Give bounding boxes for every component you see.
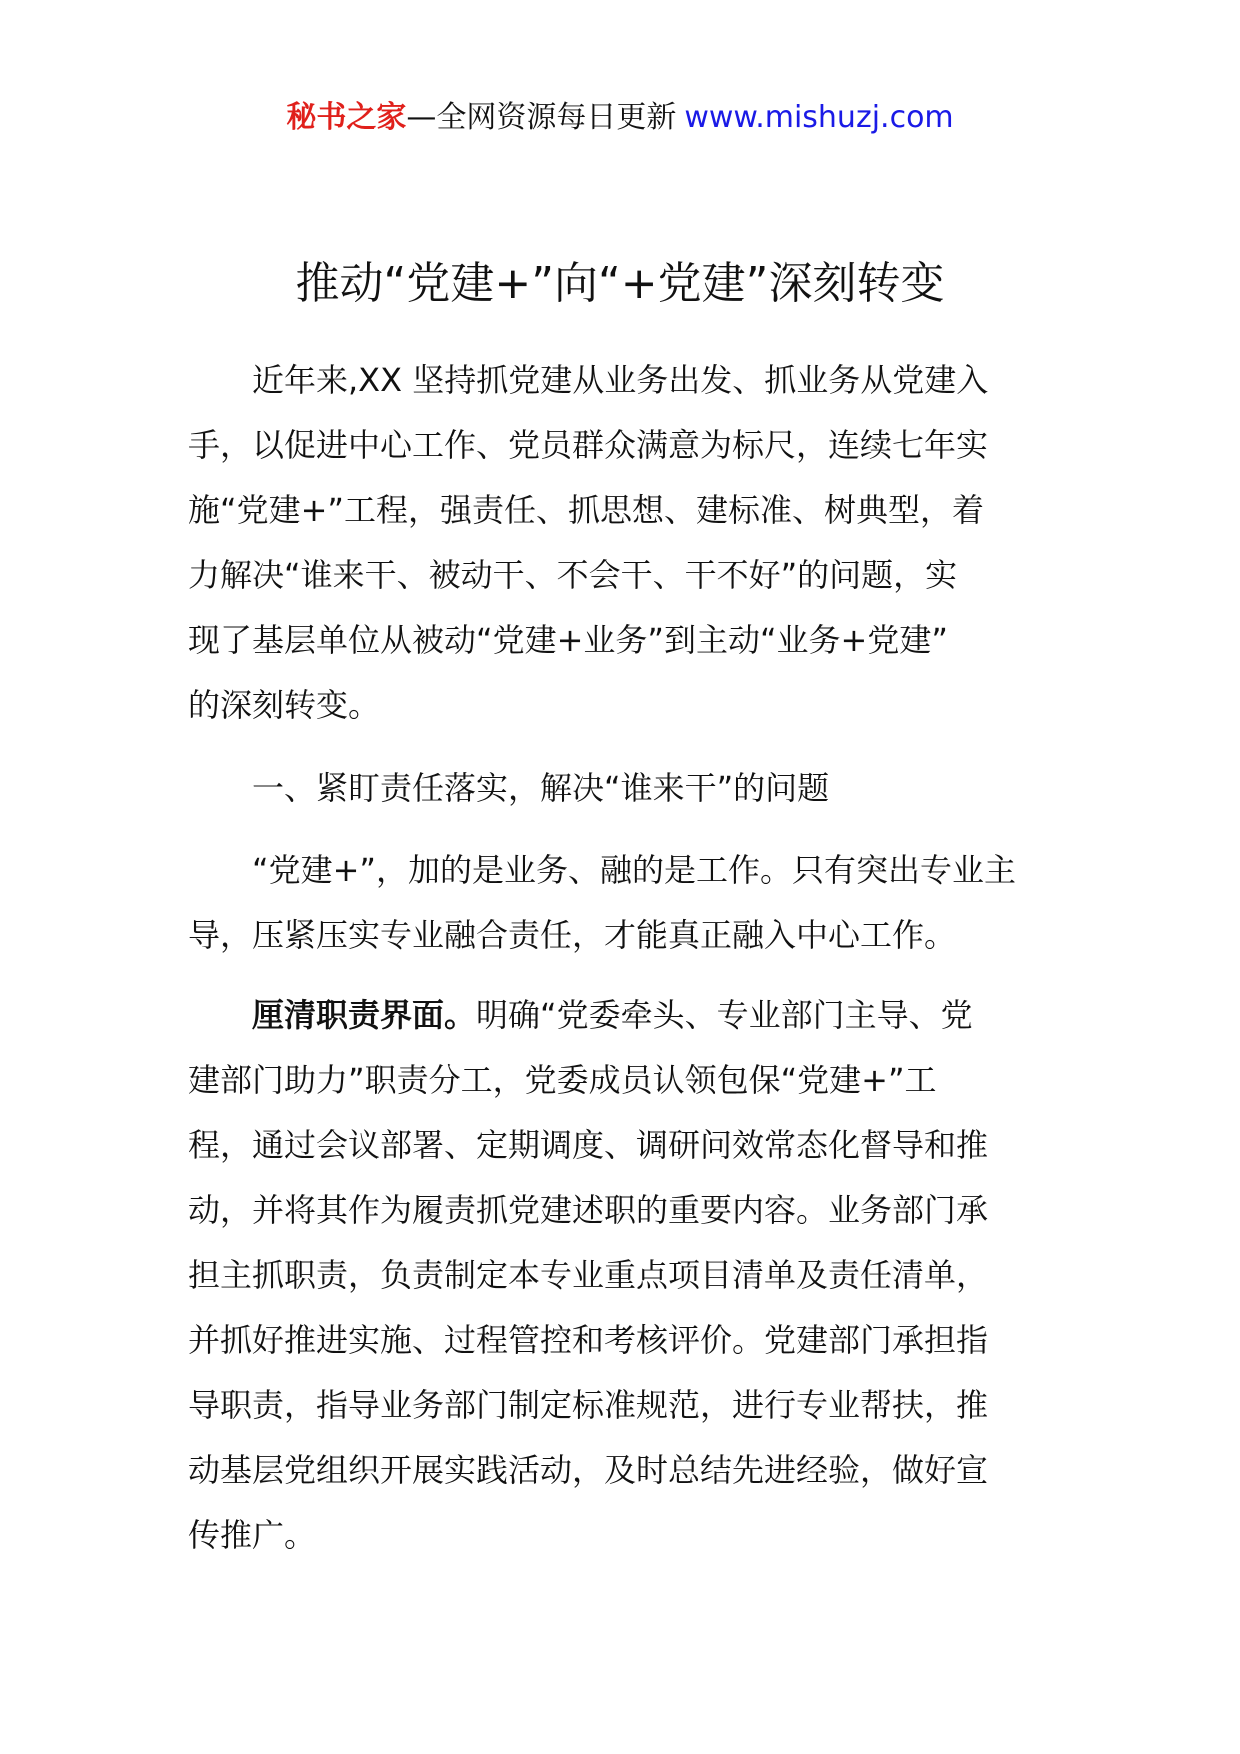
paragraph-line: 的深刻转变。	[188, 686, 381, 724]
paragraph-line: 动，并将其作为履责抓党建述职的重要内容。业务部门承	[188, 1191, 989, 1229]
section-heading	[188, 756, 1060, 821]
paragraph-line: 导职责，指导业务部门制定标准规范，进行专业帮扶，推	[188, 1386, 989, 1424]
paragraph-line: 力解决“谁来干、被动干、不会干、干不好”的问题，实	[188, 556, 958, 594]
brand-name: 秘书之家	[286, 100, 407, 135]
paragraph-line: “党建+”，加的是业务、融的是工作。只有突出专业主	[252, 851, 1016, 889]
header-tagline: —全网资源每日更新	[406, 100, 677, 135]
document-title: 推动“党建+”向“+党建”深刻转变	[295, 258, 945, 309]
paragraph-line: 程，通过会议部署、定期调度、调研问效常态化督导和推	[188, 1126, 989, 1164]
paragraph-line: 导，压紧压实专业融合责任，才能真正融入中心工作。	[188, 916, 957, 954]
section-heading-text: 一、紧盯责任落实，解决“谁来干”的问题	[252, 769, 830, 807]
intro-paragraph	[188, 348, 1060, 738]
paragraph-line: 传推广。	[188, 1516, 317, 1554]
paragraph-line: 建部门助力”职责分工，党委成员认领包保“党建+”工	[188, 1061, 937, 1099]
paragraph-line: 近年来,XX 坚持抓党建从业务出发、抓业务从党建入	[252, 361, 989, 399]
paragraph-line: 担主抓职责，负责制定本专业重点项目清单及责任清单，	[188, 1256, 989, 1294]
paragraph-line: 并抓好推进实施、过程管控和考核评价。党建部门承担指	[188, 1321, 989, 1359]
site-url-link[interactable]: www.mishuzj.com	[684, 100, 954, 135]
paragraph-line: 动基层党组织开展实践活动，及时总结先进经验，做好宣	[188, 1451, 989, 1489]
paragraph-line-text: 明确“党委牵头、专业部门主导、党	[476, 996, 973, 1034]
paragraph-lead-bold: 厘清职责界面。	[252, 996, 477, 1034]
paragraph-line: 手，以促进中心工作、党员群众满意为标尺，连续七年实	[188, 426, 989, 464]
paragraph-line: 现了基层单位从被动“党建+业务”到主动“业务+党建”	[188, 621, 948, 659]
site-header	[0, 98, 1240, 138]
paragraph-line: 施“党建+”工程，强责任、抓思想、建标准、树典型，着	[188, 491, 984, 529]
section-intro-paragraph	[188, 838, 1060, 968]
paragraph-line	[188, 983, 1060, 1048]
responsibility-paragraph	[188, 983, 1060, 1568]
